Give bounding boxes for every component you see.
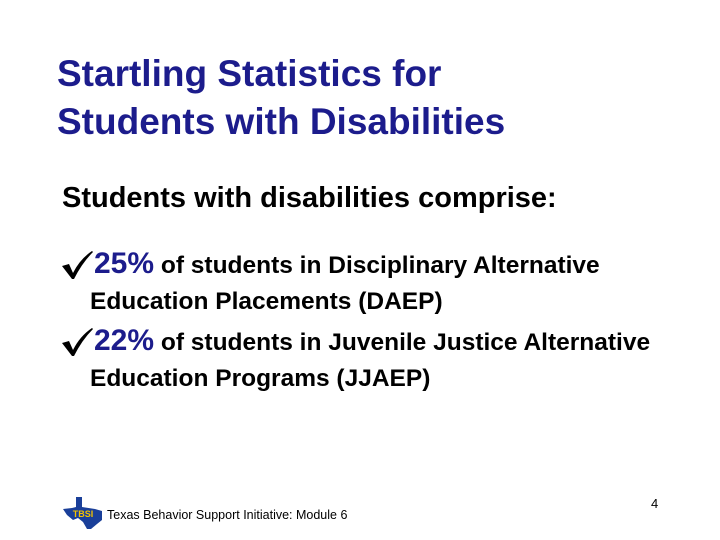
slide-title-line-2: Students with Disabilities: [57, 101, 506, 142]
statistic-item: [60, 246, 700, 320]
statistic-text: [90, 247, 600, 315]
texas-map-logo: [62, 496, 106, 530]
checkmark-icon: [60, 249, 94, 281]
footer-text: Texas Behavior Support Initiative: Module 6: [107, 508, 348, 522]
page-number: 4: [651, 496, 659, 511]
statistic-description: of students in Disciplinary Alternative Education Placements (DAEP): [90, 252, 600, 315]
logo-text: TBSI: [72, 509, 94, 519]
statistic-percent: 25%: [94, 247, 155, 280]
statistic-description: of students in Juvenile Justice Alternative Education Programs (JJAEP): [90, 329, 651, 392]
statistic-percent: 22%: [94, 324, 155, 357]
statistics-list: [60, 246, 700, 400]
statistic-item: [60, 323, 700, 397]
slide-title: [57, 50, 505, 146]
statistic-text: [90, 324, 651, 392]
slide-title-line-1: Startling Statistics for: [57, 53, 442, 94]
slide-subtitle: Students with disabilities comprise:: [62, 182, 557, 214]
checkmark-icon: [60, 326, 94, 358]
